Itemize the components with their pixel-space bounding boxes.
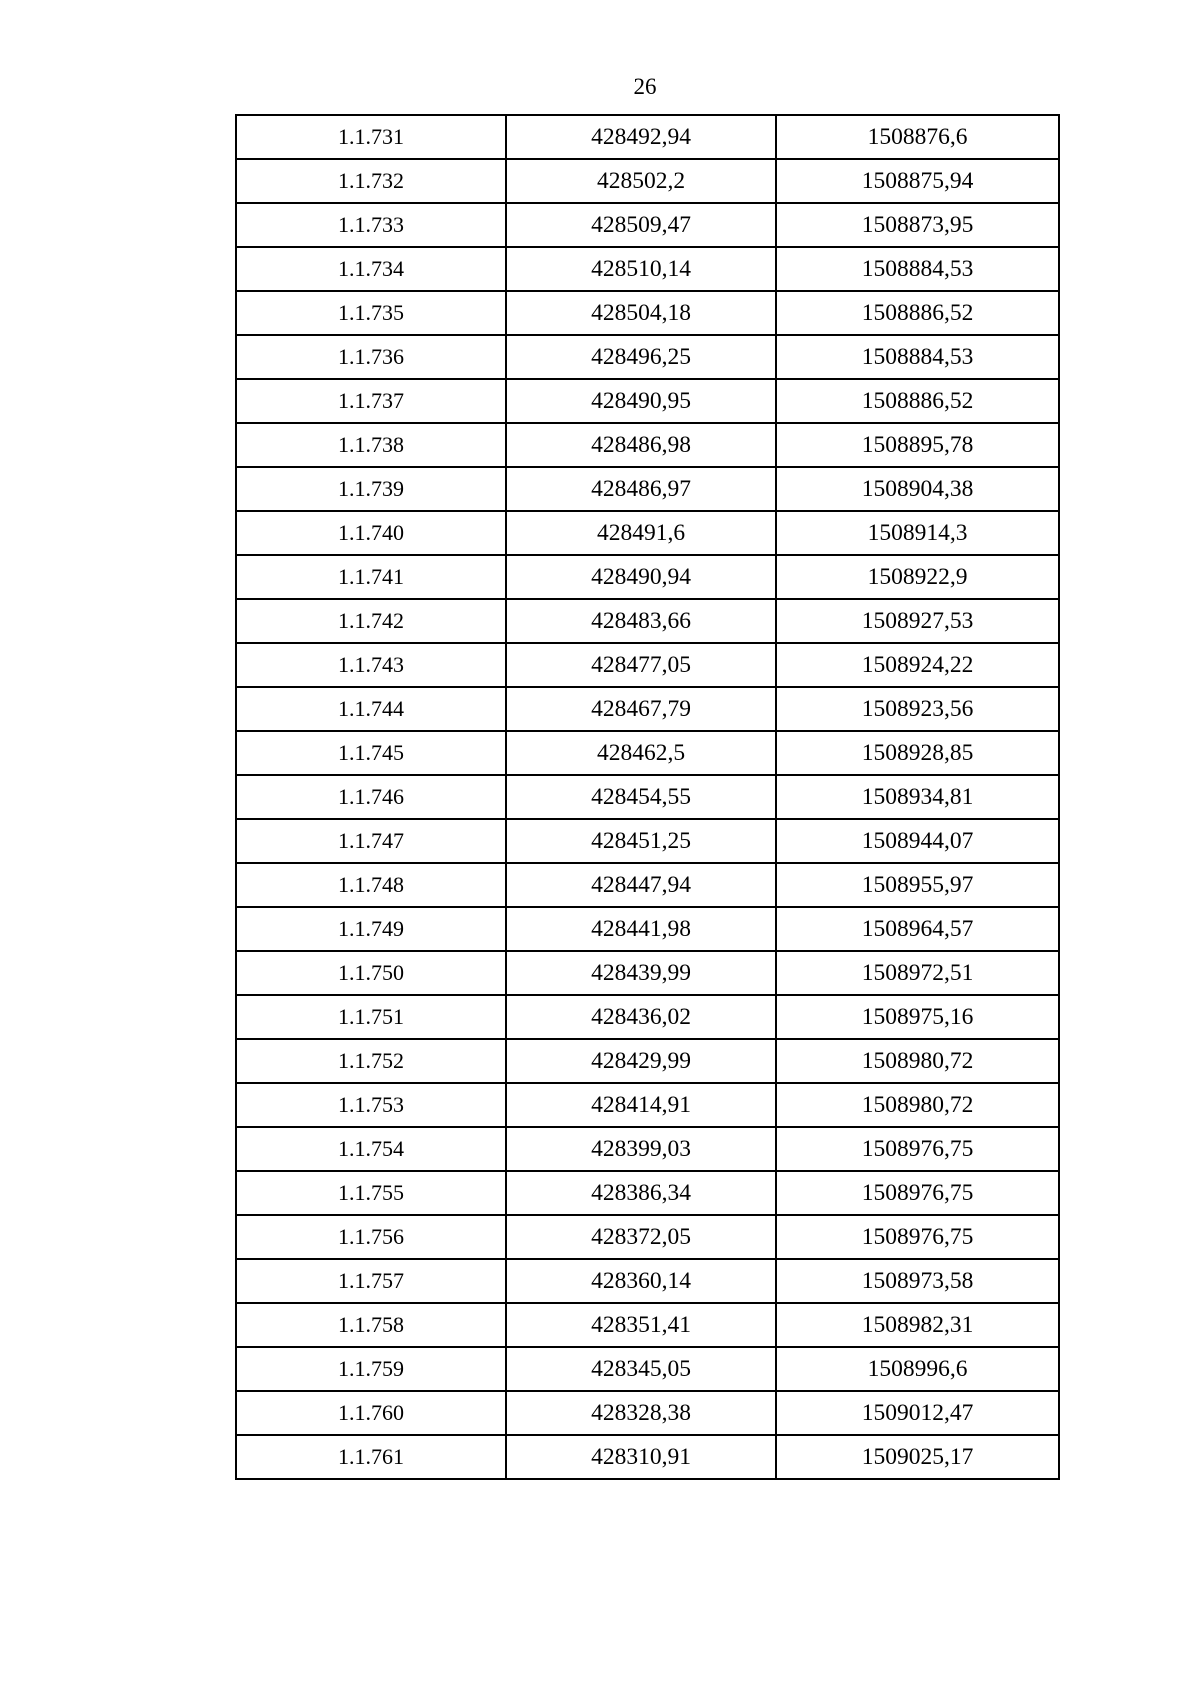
table-row <box>236 643 1059 687</box>
point-id-cell: 1.1.736 <box>236 335 506 379</box>
x-coordinate-cell: 428345,05 <box>506 1347 776 1391</box>
y-coordinate-cell: 1508980,72 <box>776 1039 1059 1083</box>
point-id-cell: 1.1.761 <box>236 1435 506 1479</box>
table-row <box>236 819 1059 863</box>
table-row <box>236 379 1059 423</box>
x-coordinate-cell: 428492,94 <box>506 115 776 159</box>
y-coordinate-cell: 1509012,47 <box>776 1391 1059 1435</box>
x-coordinate-cell: 428467,79 <box>506 687 776 731</box>
x-coordinate-cell: 428462,5 <box>506 731 776 775</box>
y-coordinate-cell: 1508944,07 <box>776 819 1059 863</box>
x-coordinate-cell: 428441,98 <box>506 907 776 951</box>
point-id-cell: 1.1.742 <box>236 599 506 643</box>
y-coordinate-cell: 1509025,17 <box>776 1435 1059 1479</box>
y-coordinate-cell: 1508923,56 <box>776 687 1059 731</box>
y-coordinate-cell: 1508895,78 <box>776 423 1059 467</box>
y-coordinate-cell: 1508980,72 <box>776 1083 1059 1127</box>
y-coordinate-cell: 1508884,53 <box>776 335 1059 379</box>
y-coordinate-cell: 1508964,57 <box>776 907 1059 951</box>
y-coordinate-cell: 1508927,53 <box>776 599 1059 643</box>
y-coordinate-cell: 1508904,38 <box>776 467 1059 511</box>
point-id-cell: 1.1.757 <box>236 1259 506 1303</box>
table-row <box>236 1083 1059 1127</box>
point-id-cell: 1.1.755 <box>236 1171 506 1215</box>
point-id-cell: 1.1.750 <box>236 951 506 995</box>
point-id-cell: 1.1.737 <box>236 379 506 423</box>
table-row <box>236 1303 1059 1347</box>
x-coordinate-cell: 428451,25 <box>506 819 776 863</box>
point-id-cell: 1.1.734 <box>236 247 506 291</box>
point-id-cell: 1.1.747 <box>236 819 506 863</box>
x-coordinate-cell: 428328,38 <box>506 1391 776 1435</box>
point-id-cell: 1.1.748 <box>236 863 506 907</box>
table-row <box>236 1215 1059 1259</box>
table-row <box>236 511 1059 555</box>
table-row <box>236 247 1059 291</box>
table-row <box>236 1391 1059 1435</box>
table-row <box>236 1127 1059 1171</box>
point-id-cell: 1.1.745 <box>236 731 506 775</box>
x-coordinate-cell: 428439,99 <box>506 951 776 995</box>
point-id-cell: 1.1.739 <box>236 467 506 511</box>
point-id-cell: 1.1.733 <box>236 203 506 247</box>
x-coordinate-cell: 428483,66 <box>506 599 776 643</box>
table-row <box>236 995 1059 1039</box>
table-row <box>236 555 1059 599</box>
x-coordinate-cell: 428510,14 <box>506 247 776 291</box>
y-coordinate-cell: 1508975,16 <box>776 995 1059 1039</box>
point-id-cell: 1.1.751 <box>236 995 506 1039</box>
table-row <box>236 1039 1059 1083</box>
y-coordinate-cell: 1508884,53 <box>776 247 1059 291</box>
x-coordinate-cell: 428496,25 <box>506 335 776 379</box>
point-id-cell: 1.1.743 <box>236 643 506 687</box>
table-row <box>236 599 1059 643</box>
y-coordinate-cell: 1508876,6 <box>776 115 1059 159</box>
x-coordinate-cell: 428454,55 <box>506 775 776 819</box>
x-coordinate-cell: 428386,34 <box>506 1171 776 1215</box>
table-row <box>236 775 1059 819</box>
y-coordinate-cell: 1508996,6 <box>776 1347 1059 1391</box>
y-coordinate-cell: 1508976,75 <box>776 1127 1059 1171</box>
x-coordinate-cell: 428502,2 <box>506 159 776 203</box>
point-id-cell: 1.1.756 <box>236 1215 506 1259</box>
y-coordinate-cell: 1508873,95 <box>776 203 1059 247</box>
table-row <box>236 731 1059 775</box>
table-row <box>236 203 1059 247</box>
y-coordinate-cell: 1508886,52 <box>776 291 1059 335</box>
x-coordinate-cell: 428447,94 <box>506 863 776 907</box>
x-coordinate-cell: 428372,05 <box>506 1215 776 1259</box>
point-id-cell: 1.1.735 <box>236 291 506 335</box>
point-id-cell: 1.1.760 <box>236 1391 506 1435</box>
table-row <box>236 687 1059 731</box>
point-id-cell: 1.1.752 <box>236 1039 506 1083</box>
point-id-cell: 1.1.744 <box>236 687 506 731</box>
point-id-cell: 1.1.754 <box>236 1127 506 1171</box>
y-coordinate-cell: 1508934,81 <box>776 775 1059 819</box>
table-row <box>236 159 1059 203</box>
table-row <box>236 291 1059 335</box>
point-id-cell: 1.1.732 <box>236 159 506 203</box>
point-id-cell: 1.1.731 <box>236 115 506 159</box>
x-coordinate-cell: 428491,6 <box>506 511 776 555</box>
x-coordinate-cell: 428351,41 <box>506 1303 776 1347</box>
y-coordinate-cell: 1508922,9 <box>776 555 1059 599</box>
y-coordinate-cell: 1508973,58 <box>776 1259 1059 1303</box>
y-coordinate-cell: 1508955,97 <box>776 863 1059 907</box>
x-coordinate-cell: 428490,95 <box>506 379 776 423</box>
table-row <box>236 467 1059 511</box>
point-id-cell: 1.1.738 <box>236 423 506 467</box>
table-row <box>236 1435 1059 1479</box>
table-row <box>236 951 1059 995</box>
table-row <box>236 1347 1059 1391</box>
y-coordinate-cell: 1508972,51 <box>776 951 1059 995</box>
y-coordinate-cell: 1508875,94 <box>776 159 1059 203</box>
x-coordinate-cell: 428360,14 <box>506 1259 776 1303</box>
y-coordinate-cell: 1508976,75 <box>776 1171 1059 1215</box>
x-coordinate-cell: 428414,91 <box>506 1083 776 1127</box>
coordinates-table-body <box>236 115 1059 1479</box>
y-coordinate-cell: 1508928,85 <box>776 731 1059 775</box>
y-coordinate-cell: 1508924,22 <box>776 643 1059 687</box>
table-row <box>236 907 1059 951</box>
point-id-cell: 1.1.746 <box>236 775 506 819</box>
y-coordinate-cell: 1508886,52 <box>776 379 1059 423</box>
page-number: 26 <box>633 74 657 99</box>
point-id-cell: 1.1.741 <box>236 555 506 599</box>
point-id-cell: 1.1.740 <box>236 511 506 555</box>
table-row <box>236 1259 1059 1303</box>
table-row <box>236 115 1059 159</box>
table-row <box>236 335 1059 379</box>
x-coordinate-cell: 428310,91 <box>506 1435 776 1479</box>
x-coordinate-cell: 428509,47 <box>506 203 776 247</box>
point-id-cell: 1.1.759 <box>236 1347 506 1391</box>
coordinates-table <box>235 114 1060 1480</box>
point-id-cell: 1.1.753 <box>236 1083 506 1127</box>
x-coordinate-cell: 428504,18 <box>506 291 776 335</box>
y-coordinate-cell: 1508982,31 <box>776 1303 1059 1347</box>
x-coordinate-cell: 428490,94 <box>506 555 776 599</box>
x-coordinate-cell: 428486,97 <box>506 467 776 511</box>
y-coordinate-cell: 1508976,75 <box>776 1215 1059 1259</box>
table-row <box>236 423 1059 467</box>
x-coordinate-cell: 428429,99 <box>506 1039 776 1083</box>
point-id-cell: 1.1.749 <box>236 907 506 951</box>
y-coordinate-cell: 1508914,3 <box>776 511 1059 555</box>
x-coordinate-cell: 428486,98 <box>506 423 776 467</box>
x-coordinate-cell: 428477,05 <box>506 643 776 687</box>
x-coordinate-cell: 428399,03 <box>506 1127 776 1171</box>
point-id-cell: 1.1.758 <box>236 1303 506 1347</box>
x-coordinate-cell: 428436,02 <box>506 995 776 1039</box>
table-row <box>236 863 1059 907</box>
table-row <box>236 1171 1059 1215</box>
